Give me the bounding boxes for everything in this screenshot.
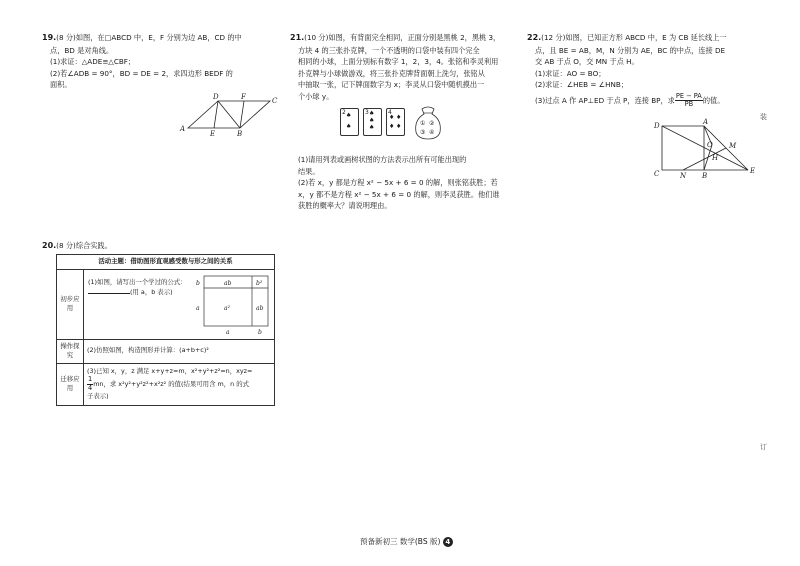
q22-label-m: M (729, 142, 737, 150)
q20-row2-frac-num: 1 (88, 375, 93, 384)
q22-line-4: (2)求证：∠HEB = ∠HNB； (535, 80, 628, 90)
footer-text: 预备新初三 数学(BS 版) (360, 537, 441, 546)
q21-score: (10 分) (304, 33, 329, 42)
spade-icon: ♠ (346, 112, 352, 119)
q20-grid-cell-b2: b² (256, 279, 263, 287)
q20-heading-line (42, 240, 282, 253)
q20-row2-text-last: 子表示) (87, 391, 109, 400)
q20-row0-prompt: (1)如图，请写出一个学过的公式： (88, 277, 187, 286)
q21-card-diamond-4 (386, 108, 405, 136)
q22-p3-before: (3)过点 A 作 AP⊥ED 于点 P，连接 BP，求 (535, 95, 675, 105)
diamond-icon: ♦ (396, 114, 402, 121)
q20-row0-text (88, 278, 198, 298)
spade-icon: ♠ (369, 117, 375, 124)
question-20 (42, 240, 282, 253)
q22-label-n: N (680, 172, 687, 180)
q19-line-3: (2)若∠ADB = 90°，BD = DE = 2，求四边形 BEDF 的 (50, 68, 233, 78)
question-19 (42, 32, 277, 91)
binding-mark-bottom: 订 (760, 443, 767, 451)
q21-parts (290, 154, 515, 212)
q22-text-0: 如图，已知正方形 ABCD 中，E 为 CB 延长线上一 (565, 33, 727, 42)
q21-line-4: 中抽取一张，记下牌面数字为 x；李灵从口袋中随机摸出一 (298, 80, 485, 90)
q21-line-0 (290, 32, 515, 45)
q22-label-e: E (750, 167, 756, 175)
q21-part2-line-1: x，y 都不是方程 x² − 5x + 6 = 0 的解，则李灵获胜。他们谁 (298, 189, 500, 199)
q20-answer-blank[interactable] (88, 287, 130, 294)
q19-line-2: (1)求证：△ADE≌△CBF； (50, 57, 136, 67)
q20-grid-bottom-b: b (258, 328, 262, 336)
q21-line-3: 扑克牌与小球做游戏，将三张扑克牌背面朝上洗匀，张铭从 (298, 68, 485, 78)
q21-card-spade-3-value: 3 (365, 109, 369, 116)
q21-ball-4: ④ (429, 129, 435, 136)
q21-ball-1: ① (420, 120, 426, 127)
q20-row-cell-0 (84, 269, 275, 339)
q22-label-o: O (707, 141, 713, 149)
q20-grid-side-b: b (196, 279, 200, 287)
q20-row0-suffix: (用 a，b 表示) (130, 288, 173, 297)
question-22 (527, 32, 762, 108)
q20-grid-side-a: a (196, 304, 200, 312)
q22-p3-frac-num: PE − PA (675, 91, 702, 100)
q20-activity-table-wrap (56, 254, 275, 406)
q22-line-3: (1)求证：AO = BO； (535, 68, 606, 78)
q19-label-f: F (241, 93, 246, 101)
q21-part2-line-2: 获胜的概率大？请说明理由。 (298, 201, 392, 211)
q20-grid-cell-a2: a² (224, 304, 230, 312)
q19-line-4: 面积。 (50, 80, 72, 90)
q21-card-diamond-4-value: 4 (388, 109, 392, 116)
q20-table-title: 活动主题：借助图形直观感受数与形之间的关系 (57, 255, 275, 270)
q22-p3-after: 的值。 (702, 95, 725, 105)
q22-label-b: B (702, 172, 708, 180)
q21-part1-line-1: 结果。 (298, 166, 320, 176)
q20-row-label-2: 迁移应用 (57, 363, 84, 405)
question-21 (290, 32, 515, 102)
q21-ball-bag-figure (412, 104, 444, 140)
q21-line-5: 个小球 y。 (298, 91, 334, 101)
q21-card-spade-3 (363, 108, 382, 136)
q21-ball-2: ② (429, 120, 435, 127)
q20-row-label-0: 初步应用 (57, 269, 84, 339)
q20-grid-bottom-a: a (226, 328, 230, 336)
diamond-icon: ♦ (396, 123, 402, 130)
q21-line-2: 相同的小球，上面分别标有数字 1，2，3，4。张铭和李灵利用 (298, 57, 499, 67)
q21-card-spade-2 (340, 108, 359, 136)
spade-icon: ♠ (369, 124, 375, 131)
q19-label-e: E (210, 130, 216, 138)
q19-label-a: A (180, 125, 186, 133)
q22-line-5 (527, 93, 762, 109)
page-footer (360, 536, 453, 548)
q20-activity-table (56, 254, 275, 406)
spade-icon: ♠ (369, 110, 375, 117)
q21-part2-line-0: (2)若 x，y 都是方程 x² − 5x + 6 = 0 的解，则张铭获胜；若 (298, 178, 498, 188)
spade-icon: ♠ (346, 123, 352, 130)
q21-number: 21. (290, 33, 305, 42)
q20-heading: 综合实践。 (75, 241, 112, 250)
q19-parallelogram-figure (176, 92, 280, 138)
q20-row-cell-1: (2)仿照如图，构造图形并计算：(a+b+c)² (84, 339, 275, 363)
q19-line-1: 点，BD 是对角线。 (50, 45, 114, 55)
q20-area-grid-figure (194, 274, 276, 336)
q21-part1-line-0: (1)请用列表或画树状图的方法表示出所有可能出现的 (298, 155, 467, 164)
q22-label-a: A (703, 118, 709, 126)
q20-score: (8 分) (56, 241, 76, 250)
q22-p3-fraction (675, 93, 703, 109)
q21-card-spade-2-value: 2 (342, 109, 346, 116)
q20-row-cell-2 (84, 363, 275, 405)
q19-line-0 (42, 32, 277, 45)
q20-grid-cell-ab-right: ab (256, 304, 264, 312)
diamond-icon: ♦ (389, 123, 395, 130)
q22-label-c: C (654, 170, 660, 178)
page-number-badge: 4 (443, 537, 453, 547)
q19-score: (8 分) (56, 33, 76, 42)
q19-label-b: B (237, 130, 243, 138)
q19-number: 19. (42, 33, 57, 42)
diamond-icon: ♦ (389, 114, 395, 121)
q22-line-1: 点，且 BE = AB，M，N 分别为 AE，BC 的中点，连接 DE (535, 45, 726, 55)
q20-grid-cell-ab-top: ab (224, 279, 232, 287)
q22-score: (12 分) (541, 33, 566, 42)
q19-text-0: 如图，在□ABCD 中，E，F 分别为边 AB，CD 的中 (75, 33, 242, 42)
q19-label-c: C (272, 97, 278, 105)
q21-text-0: 如图，有背面完全相同，正面分别是黑桃 2，黑桃 3， (328, 33, 501, 42)
q21-playing-cards (340, 108, 450, 152)
q21-line-1: 方块 4 的三张扑克牌，一个不透明的口袋中装有四个完全 (298, 45, 480, 55)
q22-line-0 (527, 32, 762, 45)
q22-line-2: 交 AB 于点 O，交 MN 于点 H。 (535, 57, 639, 67)
q20-row2-frac-den: 4 (88, 383, 93, 392)
q20-row2-text-before: (3)已知 x，y，z 满足 x+y+z=m，x²+y²+z²=n，xyz= (87, 366, 253, 375)
q20-number: 20. (42, 241, 57, 250)
q20-row2-text-after: mn，求 x²y²+y²z²+x²z² 的值(结果可用含 m，n 的式 (93, 380, 249, 389)
q22-label-d: D (654, 122, 660, 130)
q20-row-label-1: 操作探究 (57, 339, 84, 363)
binding-mark-top: 装 (760, 113, 767, 121)
q22-square-figure (648, 116, 760, 180)
q22-number: 22. (527, 33, 542, 42)
q19-label-d: D (213, 93, 219, 101)
q22-label-h: H (712, 154, 719, 162)
q22-p3-frac-den: PB (684, 100, 694, 109)
q21-ball-3: ③ (420, 129, 426, 136)
